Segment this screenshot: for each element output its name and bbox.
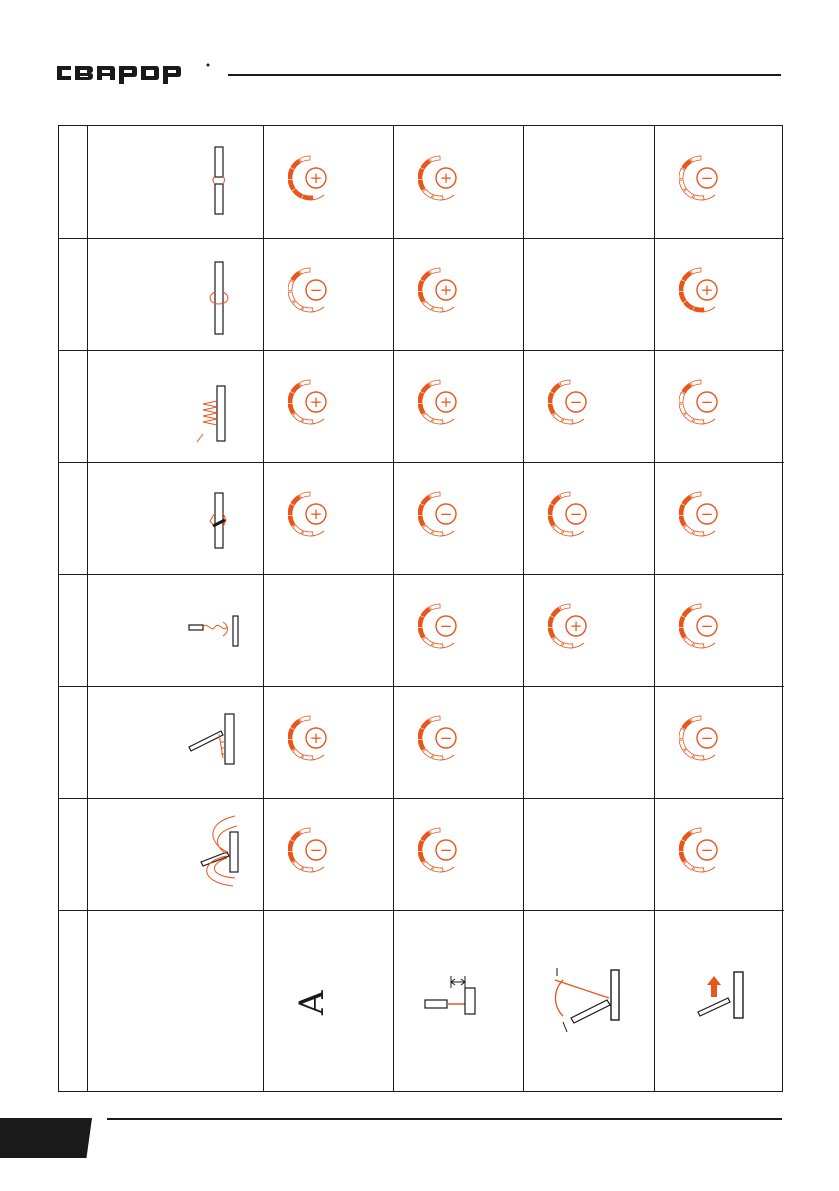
gauge-cell [288,374,348,434]
gauge-cell [288,710,348,770]
welding-gauge-icon [418,486,478,546]
angled-electrode-icon [175,692,255,792]
gauge-cell [679,822,739,882]
welding-gauge-icon [548,486,608,546]
gauge-cell [288,822,348,882]
gauge-cell [418,822,478,882]
gauge-cell [288,486,348,546]
welding-gauge-icon [679,374,739,434]
polarity-symbol: − [309,281,323,299]
welding-gauge-icon [679,486,739,546]
column-divider [393,126,394,1091]
gauge-cell [548,374,608,434]
fillet-weave-icon [175,356,255,456]
current-symbol: A [292,990,332,1015]
gauge-cell [418,374,478,434]
welding-gauge-icon [679,822,739,882]
spiral-electrode-icon [175,580,255,680]
polarity-symbol: + [569,617,583,635]
polarity-symbol: + [309,169,323,187]
gauge-cell [679,150,739,210]
butt-joint-bead-icon [175,244,255,344]
welding-gauge-icon [679,598,739,658]
welding-gauge-icon [548,374,608,434]
polarity-symbol: − [439,505,453,523]
welding-gauge-icon [679,150,739,210]
welding-gauge-icon [418,150,478,210]
gauge-cell [418,486,478,546]
gauge-cell [679,486,739,546]
row-divider [59,798,784,799]
joint-diagram [175,804,255,904]
welding-gauge-icon [288,374,348,434]
gauge-cell [679,710,739,770]
column-divider [654,126,655,1091]
row-divider [59,238,784,239]
welding-gauge-icon [418,374,478,434]
joint-diagram [175,692,255,792]
joint-diagram [175,244,255,344]
header-rule [228,74,781,76]
column-divider [263,126,264,1091]
welding-gauge-icon [418,822,478,882]
row-divider [59,686,784,687]
welding-gauge-icon [418,710,478,770]
polarity-symbol: − [569,393,583,411]
polarity-symbol: − [700,617,714,635]
polarity-symbol: − [569,505,583,523]
welding-gauge-icon [418,598,478,658]
travel-direction-icon [674,950,774,1050]
polarity-symbol: − [439,841,453,859]
joint-diagram [175,132,255,232]
v-groove-joint-icon [175,468,255,568]
row-divider [59,910,784,911]
row-divider [59,574,784,575]
polarity-symbol: − [700,841,714,859]
column-divider [87,126,88,1091]
column-divider [523,126,524,1091]
gauge-cell [548,598,608,658]
joint-diagram [175,356,255,456]
joint-diagram [175,468,255,568]
polarity-symbol: − [700,393,714,411]
polarity-symbol: + [309,393,323,411]
polarity-symbol: + [309,729,323,747]
gauge-cell [418,710,478,770]
polarity-symbol: − [309,841,323,859]
polarity-symbol: + [309,505,323,523]
welding-gauge-icon [288,822,348,882]
electrode-angle-icon [543,950,643,1050]
gauge-cell [418,598,478,658]
gauge-cell [548,486,608,546]
butt-joint-gap-icon [175,132,255,232]
polarity-symbol: + [439,393,453,411]
polarity-symbol: + [700,281,714,299]
footer-rule [107,1118,782,1120]
svarog-logo [55,56,215,86]
gauge-cell [288,150,348,210]
gauge-cell [679,598,739,658]
joint-diagram [175,580,255,680]
current-legend [283,950,383,1050]
polarity-symbol: + [439,169,453,187]
polarity-symbol: − [700,729,714,747]
welding-gauge-icon [548,598,608,658]
gauge-cell [288,262,348,322]
gauge-cell [418,262,478,322]
settings-table [58,125,783,1092]
gauge-cell [418,150,478,210]
polarity-symbol: − [439,617,453,635]
gauge-cell [679,374,739,434]
polarity-symbol: − [700,505,714,523]
welding-gauge-icon [288,150,348,210]
welding-gauge-icon [679,262,739,322]
magnetic-blow-icon [175,804,255,904]
welding-gauge-icon [679,710,739,770]
welding-gauge-icon [418,262,478,322]
polarity-symbol: − [700,169,714,187]
arc-length-icon [413,950,513,1050]
welding-gauge-icon [288,262,348,322]
welding-gauge-icon [288,710,348,770]
gauge-cell [679,262,739,322]
welding-gauge-icon [288,486,348,546]
row-divider [59,350,784,351]
polarity-symbol: − [439,729,453,747]
row-divider [59,462,784,463]
polarity-symbol: + [439,281,453,299]
page-number-tab [0,1118,92,1158]
